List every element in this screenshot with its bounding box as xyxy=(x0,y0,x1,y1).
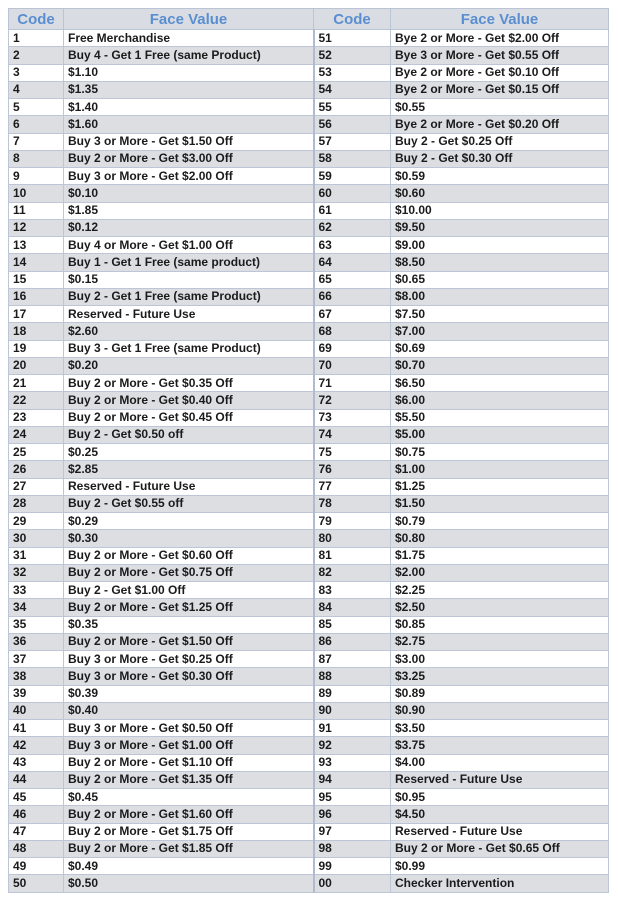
code-cell-left: 21 xyxy=(9,375,64,392)
code-cell-right: 87 xyxy=(314,651,391,668)
table-row xyxy=(9,495,609,512)
table-row xyxy=(9,547,609,564)
face-value-cell-right: $6.50 xyxy=(391,375,609,392)
code-cell-left: 9 xyxy=(9,168,64,185)
header-code-left: Code xyxy=(9,9,64,30)
table-row xyxy=(9,651,609,668)
face-value-cell-right: Reserved - Future Use xyxy=(391,771,609,788)
face-value-cell-right: $0.79 xyxy=(391,513,609,530)
face-value-cell-left: Buy 2 or More - Get $1.50 Off xyxy=(64,633,314,650)
face-value-cell-left: Buy 3 or More - Get $1.50 Off xyxy=(64,133,314,150)
code-cell-right: 93 xyxy=(314,754,391,771)
table-row xyxy=(9,513,609,530)
table-row xyxy=(9,375,609,392)
code-cell-right: 83 xyxy=(314,582,391,599)
code-cell-left: 49 xyxy=(9,858,64,875)
face-value-cell-right: $1.25 xyxy=(391,478,609,495)
header-row xyxy=(9,9,609,30)
face-value-cell-right: $0.85 xyxy=(391,616,609,633)
face-value-cell-right: Bye 2 or More - Get $0.20 Off xyxy=(391,116,609,133)
code-cell-left: 2 xyxy=(9,47,64,64)
code-cell-left: 37 xyxy=(9,651,64,668)
code-cell-left: 45 xyxy=(9,789,64,806)
table-row xyxy=(9,306,609,323)
face-value-cell-right: $4.00 xyxy=(391,754,609,771)
code-cell-right: 98 xyxy=(314,840,391,857)
code-cell-right: 81 xyxy=(314,547,391,564)
face-value-cell-left: Buy 3 - Get 1 Free (same Product) xyxy=(64,340,314,357)
face-value-cell-left: Buy 2 or More - Get $0.45 Off xyxy=(64,409,314,426)
code-cell-left: 23 xyxy=(9,409,64,426)
code-cell-left: 47 xyxy=(9,823,64,840)
code-cell-left: 13 xyxy=(9,237,64,254)
header-face-value-left: Face Value xyxy=(64,9,314,30)
table-row xyxy=(9,47,609,64)
face-value-cell-left: $1.35 xyxy=(64,81,314,98)
face-value-cell-right: Bye 2 or More - Get $0.10 Off xyxy=(391,64,609,81)
code-cell-right: 90 xyxy=(314,702,391,719)
face-value-cell-left: $0.10 xyxy=(64,185,314,202)
code-cell-left: 18 xyxy=(9,323,64,340)
face-value-cell-left: Buy 2 or More - Get $0.40 Off xyxy=(64,392,314,409)
table-row xyxy=(9,737,609,754)
code-cell-right: 62 xyxy=(314,219,391,236)
face-value-cell-left: Buy 2 - Get $0.50 off xyxy=(64,426,314,443)
table-row xyxy=(9,771,609,788)
face-value-cell-right: $10.00 xyxy=(391,202,609,219)
table-row xyxy=(9,685,609,702)
table-row xyxy=(9,340,609,357)
face-value-cell-right: $0.65 xyxy=(391,271,609,288)
code-cell-left: 35 xyxy=(9,616,64,633)
code-cell-right: 79 xyxy=(314,513,391,530)
table-row xyxy=(9,133,609,150)
table-row xyxy=(9,202,609,219)
face-value-cell-right: $8.00 xyxy=(391,288,609,305)
face-value-cell-left: Buy 3 or More - Get $0.50 Off xyxy=(64,720,314,737)
face-value-cell-left: $0.30 xyxy=(64,530,314,547)
table-row xyxy=(9,392,609,409)
face-value-cell-right: $0.59 xyxy=(391,168,609,185)
face-value-cell-right: $0.89 xyxy=(391,685,609,702)
face-value-cell-left: $0.12 xyxy=(64,219,314,236)
face-value-cell-left: $0.49 xyxy=(64,858,314,875)
face-value-cell-left: Buy 3 or More - Get $0.25 Off xyxy=(64,651,314,668)
table-row xyxy=(9,357,609,374)
coupon-code-table xyxy=(8,8,609,893)
code-cell-left: 20 xyxy=(9,357,64,374)
face-value-cell-left: Buy 3 or More - Get $0.30 Off xyxy=(64,668,314,685)
code-cell-right: 95 xyxy=(314,789,391,806)
face-value-cell-right: $3.75 xyxy=(391,737,609,754)
face-value-cell-right: Buy 2 - Get $0.25 Off xyxy=(391,133,609,150)
code-cell-left: 26 xyxy=(9,461,64,478)
face-value-cell-right: $2.25 xyxy=(391,582,609,599)
code-cell-left: 25 xyxy=(9,444,64,461)
code-cell-right: 96 xyxy=(314,806,391,823)
face-value-cell-left: Buy 2 or More - Get $1.25 Off xyxy=(64,599,314,616)
face-value-cell-left: Buy 4 or More - Get $1.00 Off xyxy=(64,237,314,254)
table-row xyxy=(9,530,609,547)
face-value-cell-right: $0.55 xyxy=(391,99,609,116)
face-value-cell-left: $0.15 xyxy=(64,271,314,288)
face-value-cell-left: Buy 2 or More - Get $1.60 Off xyxy=(64,806,314,823)
code-cell-right: 77 xyxy=(314,478,391,495)
table-row xyxy=(9,168,609,185)
code-cell-right: 73 xyxy=(314,409,391,426)
face-value-cell-left: Buy 2 or More - Get $1.75 Off xyxy=(64,823,314,840)
table-body xyxy=(9,30,609,893)
code-cell-right: 66 xyxy=(314,288,391,305)
table-row xyxy=(9,840,609,857)
code-cell-left: 28 xyxy=(9,495,64,512)
code-cell-left: 15 xyxy=(9,271,64,288)
table-row xyxy=(9,185,609,202)
table-row xyxy=(9,64,609,81)
face-value-cell-left: Buy 2 or More - Get $1.10 Off xyxy=(64,754,314,771)
face-value-cell-right: Bye 2 or More - Get $2.00 Off xyxy=(391,30,609,47)
coupon-code-sheet xyxy=(8,8,608,893)
face-value-cell-left: Buy 4 - Get 1 Free (same Product) xyxy=(64,47,314,64)
code-cell-left: 6 xyxy=(9,116,64,133)
code-cell-left: 8 xyxy=(9,150,64,167)
face-value-cell-left: $2.85 xyxy=(64,461,314,478)
table-row xyxy=(9,668,609,685)
face-value-cell-left: $0.39 xyxy=(64,685,314,702)
code-cell-right: 78 xyxy=(314,495,391,512)
face-value-cell-left: Reserved - Future Use xyxy=(64,306,314,323)
table-row xyxy=(9,858,609,875)
table-row xyxy=(9,99,609,116)
face-value-cell-left: $0.29 xyxy=(64,513,314,530)
code-cell-right: 72 xyxy=(314,392,391,409)
code-cell-right: 64 xyxy=(314,254,391,271)
face-value-cell-right: $5.00 xyxy=(391,426,609,443)
table-row xyxy=(9,461,609,478)
face-value-cell-left: Buy 2 - Get $0.55 off xyxy=(64,495,314,512)
face-value-cell-left: Buy 2 or More - Get $0.75 Off xyxy=(64,564,314,581)
code-cell-right: 51 xyxy=(314,30,391,47)
face-value-cell-right: $2.00 xyxy=(391,564,609,581)
face-value-cell-left: Buy 3 or More - Get $1.00 Off xyxy=(64,737,314,754)
face-value-cell-right: $2.75 xyxy=(391,633,609,650)
face-value-cell-right: Bye 3 or More - Get $0.55 Off xyxy=(391,47,609,64)
code-cell-left: 31 xyxy=(9,547,64,564)
table-row xyxy=(9,323,609,340)
face-value-cell-right: $3.50 xyxy=(391,720,609,737)
table-row xyxy=(9,254,609,271)
code-cell-right: 94 xyxy=(314,771,391,788)
code-cell-left: 32 xyxy=(9,564,64,581)
code-cell-right: 88 xyxy=(314,668,391,685)
table-row xyxy=(9,875,609,892)
table-row xyxy=(9,633,609,650)
code-cell-right: 82 xyxy=(314,564,391,581)
code-cell-right: 92 xyxy=(314,737,391,754)
face-value-cell-right: Checker Intervention xyxy=(391,875,609,892)
code-cell-right: 00 xyxy=(314,875,391,892)
face-value-cell-left: Buy 2 or More - Get $1.35 Off xyxy=(64,771,314,788)
face-value-cell-right: Reserved - Future Use xyxy=(391,823,609,840)
table-row xyxy=(9,237,609,254)
face-value-cell-right: $6.00 xyxy=(391,392,609,409)
face-value-cell-left: Buy 2 or More - Get $3.00 Off xyxy=(64,150,314,167)
code-cell-right: 67 xyxy=(314,306,391,323)
face-value-cell-left: Buy 2 or More - Get $1.85 Off xyxy=(64,840,314,857)
table-row xyxy=(9,702,609,719)
face-value-cell-right: $2.50 xyxy=(391,599,609,616)
table-row xyxy=(9,116,609,133)
code-cell-left: 36 xyxy=(9,633,64,650)
code-cell-left: 29 xyxy=(9,513,64,530)
face-value-cell-right: $5.50 xyxy=(391,409,609,426)
code-cell-left: 3 xyxy=(9,64,64,81)
face-value-cell-right: $1.75 xyxy=(391,547,609,564)
table-row xyxy=(9,616,609,633)
face-value-cell-left: $0.25 xyxy=(64,444,314,461)
code-cell-right: 85 xyxy=(314,616,391,633)
code-cell-right: 70 xyxy=(314,357,391,374)
code-cell-left: 38 xyxy=(9,668,64,685)
face-value-cell-right: $0.60 xyxy=(391,185,609,202)
code-cell-right: 68 xyxy=(314,323,391,340)
code-cell-left: 14 xyxy=(9,254,64,271)
table-row xyxy=(9,582,609,599)
code-cell-left: 48 xyxy=(9,840,64,857)
code-cell-left: 22 xyxy=(9,392,64,409)
face-value-cell-left: Reserved - Future Use xyxy=(64,478,314,495)
face-value-cell-right: Buy 2 or More - Get $0.65 Off xyxy=(391,840,609,857)
code-cell-right: 84 xyxy=(314,599,391,616)
code-cell-left: 43 xyxy=(9,754,64,771)
code-cell-left: 16 xyxy=(9,288,64,305)
code-cell-left: 34 xyxy=(9,599,64,616)
table-row xyxy=(9,720,609,737)
face-value-cell-right: $7.50 xyxy=(391,306,609,323)
table-row xyxy=(9,288,609,305)
face-value-cell-left: $1.10 xyxy=(64,64,314,81)
face-value-cell-left: Buy 3 or More - Get $2.00 Off xyxy=(64,168,314,185)
code-cell-left: 17 xyxy=(9,306,64,323)
face-value-cell-left: $0.20 xyxy=(64,357,314,374)
face-value-cell-left: $1.60 xyxy=(64,116,314,133)
face-value-cell-left: $2.60 xyxy=(64,323,314,340)
code-cell-left: 40 xyxy=(9,702,64,719)
face-value-cell-left: Buy 2 or More - Get $0.35 Off xyxy=(64,375,314,392)
face-value-cell-right: $7.00 xyxy=(391,323,609,340)
table-row xyxy=(9,599,609,616)
code-cell-right: 76 xyxy=(314,461,391,478)
face-value-cell-right: $3.00 xyxy=(391,651,609,668)
face-value-cell-left: Buy 2 or More - Get $0.60 Off xyxy=(64,547,314,564)
table-row xyxy=(9,754,609,771)
code-cell-left: 44 xyxy=(9,771,64,788)
code-cell-right: 97 xyxy=(314,823,391,840)
face-value-cell-left: $0.40 xyxy=(64,702,314,719)
code-cell-left: 33 xyxy=(9,582,64,599)
table-row xyxy=(9,409,609,426)
code-cell-right: 71 xyxy=(314,375,391,392)
code-cell-left: 12 xyxy=(9,219,64,236)
code-cell-right: 52 xyxy=(314,47,391,64)
code-cell-left: 4 xyxy=(9,81,64,98)
table-row xyxy=(9,150,609,167)
table-row xyxy=(9,219,609,236)
face-value-cell-right: $3.25 xyxy=(391,668,609,685)
face-value-cell-left: $0.45 xyxy=(64,789,314,806)
code-cell-right: 80 xyxy=(314,530,391,547)
code-cell-left: 42 xyxy=(9,737,64,754)
table-row xyxy=(9,806,609,823)
code-cell-right: 60 xyxy=(314,185,391,202)
code-cell-left: 30 xyxy=(9,530,64,547)
face-value-cell-left: $0.35 xyxy=(64,616,314,633)
code-cell-right: 56 xyxy=(314,116,391,133)
face-value-cell-right: $4.50 xyxy=(391,806,609,823)
code-cell-left: 46 xyxy=(9,806,64,823)
code-cell-right: 74 xyxy=(314,426,391,443)
code-cell-right: 59 xyxy=(314,168,391,185)
face-value-cell-left: Buy 2 - Get 1 Free (same Product) xyxy=(64,288,314,305)
code-cell-left: 10 xyxy=(9,185,64,202)
face-value-cell-left: Buy 2 - Get $1.00 Off xyxy=(64,582,314,599)
face-value-cell-right: $0.95 xyxy=(391,789,609,806)
table-row xyxy=(9,30,609,47)
code-cell-right: 55 xyxy=(314,99,391,116)
face-value-cell-right: $0.80 xyxy=(391,530,609,547)
header-code-right: Code xyxy=(314,9,391,30)
code-cell-right: 65 xyxy=(314,271,391,288)
table-row xyxy=(9,564,609,581)
code-cell-left: 1 xyxy=(9,30,64,47)
code-cell-left: 7 xyxy=(9,133,64,150)
code-cell-right: 61 xyxy=(314,202,391,219)
code-cell-left: 27 xyxy=(9,478,64,495)
code-cell-left: 24 xyxy=(9,426,64,443)
code-cell-right: 75 xyxy=(314,444,391,461)
face-value-cell-right: $9.00 xyxy=(391,237,609,254)
face-value-cell-right: $0.90 xyxy=(391,702,609,719)
code-cell-right: 53 xyxy=(314,64,391,81)
code-cell-right: 91 xyxy=(314,720,391,737)
code-cell-left: 11 xyxy=(9,202,64,219)
face-value-cell-left: Free Merchandise xyxy=(64,30,314,47)
code-cell-right: 57 xyxy=(314,133,391,150)
face-value-cell-right: $8.50 xyxy=(391,254,609,271)
code-cell-right: 89 xyxy=(314,685,391,702)
code-cell-right: 86 xyxy=(314,633,391,650)
face-value-cell-right: $0.69 xyxy=(391,340,609,357)
table-row xyxy=(9,426,609,443)
face-value-cell-left: $1.40 xyxy=(64,99,314,116)
face-value-cell-right: $0.99 xyxy=(391,858,609,875)
code-cell-left: 41 xyxy=(9,720,64,737)
table-row xyxy=(9,478,609,495)
code-cell-right: 63 xyxy=(314,237,391,254)
header-face-value-right: Face Value xyxy=(391,9,609,30)
code-cell-right: 54 xyxy=(314,81,391,98)
code-cell-right: 69 xyxy=(314,340,391,357)
face-value-cell-right: $1.50 xyxy=(391,495,609,512)
face-value-cell-right: $1.00 xyxy=(391,461,609,478)
table-row xyxy=(9,789,609,806)
code-cell-left: 39 xyxy=(9,685,64,702)
face-value-cell-right: $0.70 xyxy=(391,357,609,374)
table-row xyxy=(9,823,609,840)
table-row xyxy=(9,271,609,288)
face-value-cell-right: $0.75 xyxy=(391,444,609,461)
face-value-cell-left: $0.50 xyxy=(64,875,314,892)
code-cell-left: 5 xyxy=(9,99,64,116)
face-value-cell-left: $1.85 xyxy=(64,202,314,219)
code-cell-right: 99 xyxy=(314,858,391,875)
face-value-cell-right: Bye 2 or More - Get $0.15 Off xyxy=(391,81,609,98)
face-value-cell-left: Buy 1 - Get 1 Free (same product) xyxy=(64,254,314,271)
face-value-cell-right: Buy 2 - Get $0.30 Off xyxy=(391,150,609,167)
code-cell-right: 58 xyxy=(314,150,391,167)
code-cell-left: 19 xyxy=(9,340,64,357)
face-value-cell-right: $9.50 xyxy=(391,219,609,236)
table-row xyxy=(9,444,609,461)
table-row xyxy=(9,81,609,98)
code-cell-left: 50 xyxy=(9,875,64,892)
